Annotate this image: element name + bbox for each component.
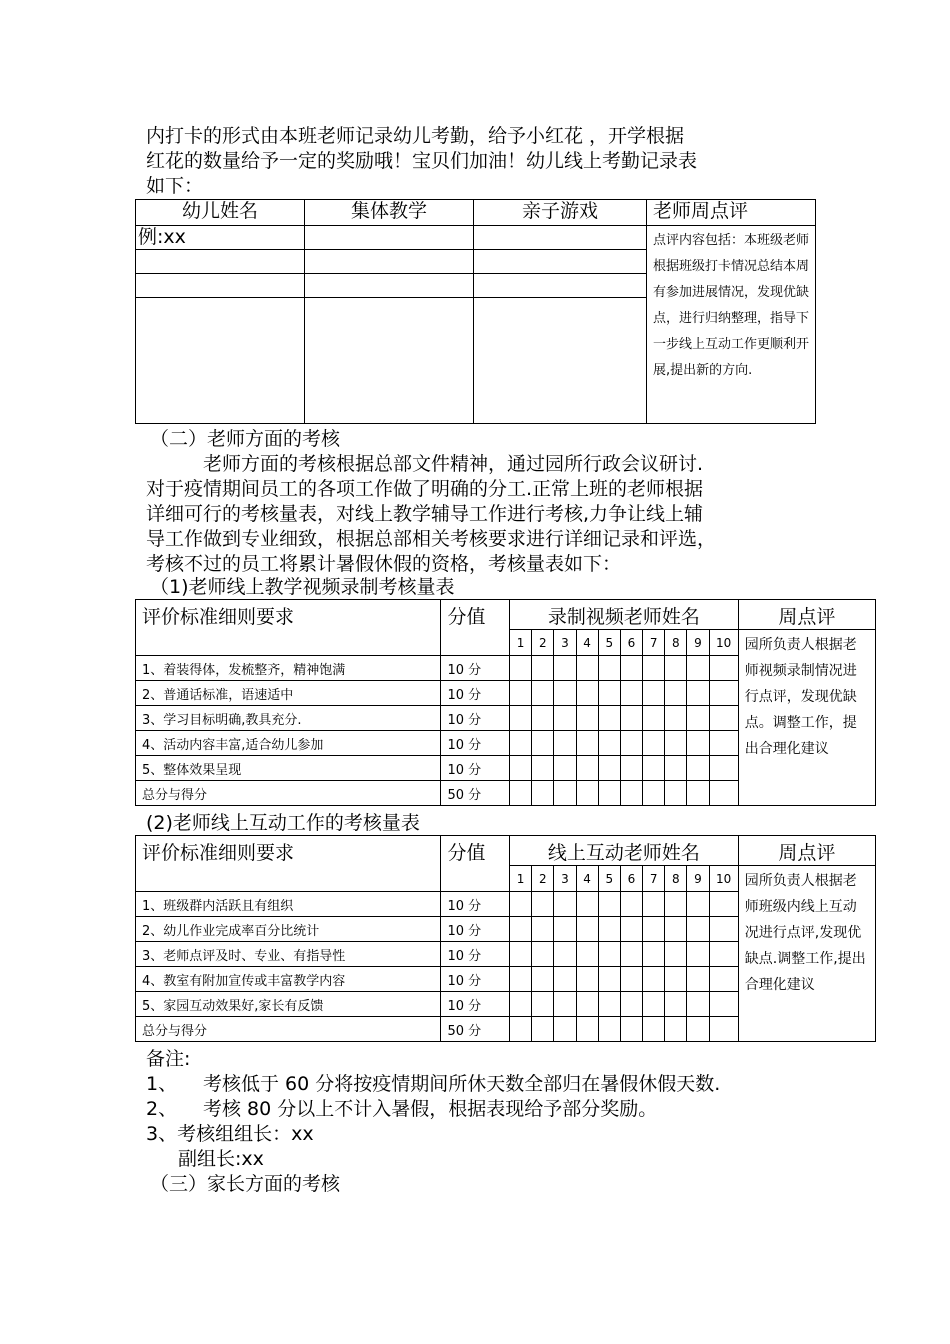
teacher-number: 3 [554, 866, 576, 892]
note-2-text: 考核 80 分以上不计入暑假，根据表现给予部分奖励。 [203, 1098, 658, 1120]
teacher-number: 1 [510, 630, 532, 656]
header-score: 分值 [441, 836, 510, 892]
note-3-leader: 3、考核组组长：xx [146, 1123, 314, 1145]
note-1-text: 考核低于 60 分将按疫情期间所休天数全部归在暑假休假天数. [203, 1073, 721, 1095]
teacher-number: 9 [687, 866, 709, 892]
criteria-label: 1、着装得体，发梳整齐，精神饱满 [136, 656, 441, 681]
teacher-number: 2 [532, 866, 554, 892]
header-weekly-comment: 周点评 [738, 836, 875, 866]
criteria-label: 3、学习目标明确,教具充分. [136, 706, 441, 731]
teacher-number: 7 [643, 630, 665, 656]
criteria-score: 50 分 [441, 1017, 510, 1042]
section-2-para-line: 老师方面的考核根据总部文件精神，通过园所行政会议研讨. [203, 453, 704, 475]
note-1-number: 1、 [146, 1073, 178, 1095]
video-table-caption: （1)老师线上教学视频录制考核量表 [150, 576, 455, 598]
header-parent-child-game: 亲子游戏 [474, 200, 647, 226]
teacher-number: 10 [709, 866, 738, 892]
criteria-score: 10 分 [441, 756, 510, 781]
criteria-score: 10 分 [441, 656, 510, 681]
teacher-number: 6 [620, 630, 642, 656]
intro-line-2: 红花的数量给予一定的奖励哦！宝贝们加油！幼儿线上考勤记录表 [146, 150, 698, 172]
teacher-number: 8 [665, 866, 687, 892]
note-4-vice-leader: 副组长:xx [178, 1148, 264, 1170]
criteria-label: 2、普通话标准，语速适中 [136, 681, 441, 706]
notes-title: 备注: [146, 1048, 191, 1070]
intro-line-1: 内打卡的形式由本班老师记录幼儿考勤，给予小红花 ，开学根据 [146, 125, 685, 147]
teacher-number: 7 [643, 866, 665, 892]
header-criteria: 评价标准细则要求 [136, 600, 441, 656]
header-child-name: 幼儿姓名 [136, 200, 305, 226]
criteria-label: 2、幼儿作业完成率百分比统计 [136, 917, 441, 942]
criteria-label: 1、班级群内活跃且有组织 [136, 892, 441, 917]
attendance-table [135, 199, 816, 424]
section-2-para-line: 考核不过的员工将累计暑假休假的资格，考核量表如下： [146, 553, 622, 575]
teacher-number: 5 [598, 866, 620, 892]
criteria-score: 50 分 [441, 781, 510, 806]
cell [474, 226, 647, 250]
video-assessment-table [135, 599, 876, 806]
cell [136, 298, 305, 424]
section-2-para-line: 对于疫情期间员工的各项工作做了明确的分工.正常上班的老师根据 [146, 478, 704, 500]
note-2-number: 2、 [146, 1098, 178, 1120]
header-weekly-comment: 周点评 [738, 600, 875, 630]
criteria-score: 10 分 [441, 892, 510, 917]
cell [474, 274, 647, 298]
criteria-label: 总分与得分 [136, 1017, 441, 1042]
section-2-title: （二）老师方面的考核 [150, 428, 341, 450]
criteria-score: 10 分 [441, 992, 510, 1017]
teacher-number: 4 [576, 866, 598, 892]
cell [136, 274, 305, 298]
teacher-number: 6 [620, 866, 642, 892]
example-name: 例:xx [136, 226, 305, 250]
teacher-number: 10 [709, 630, 738, 656]
weekly-comment-text: 点评内容包括：本班级老师根据班级打卡情况总结本周有参加进展情况，发现优缺点，进行归纳整理，指导下一步线上互动工作更顺利开展,提出新的方向. [647, 226, 816, 424]
teacher-number: 4 [576, 630, 598, 656]
cell [305, 226, 474, 250]
cell [136, 250, 305, 274]
teacher-number: 8 [665, 630, 687, 656]
header-criteria: 评价标准细则要求 [136, 836, 441, 892]
section-2-para-line: 详细可行的考核量表，对线上教学辅导工作进行考核,力争让线上辅 [146, 503, 704, 525]
criteria-label: 总分与得分 [136, 781, 441, 806]
criteria-score: 10 分 [441, 681, 510, 706]
interact-table-caption: (2)老师线上互动工作的考核量表 [146, 812, 420, 834]
section-2-para-line: 导工作做到专业细致，根据总部相关考核要求进行详细记录和评选， [146, 528, 717, 550]
criteria-score: 10 分 [441, 917, 510, 942]
criteria-score: 10 分 [441, 942, 510, 967]
criteria-score: 10 分 [441, 967, 510, 992]
header-weekly-comment: 老师周点评 [647, 200, 816, 226]
intro-line-3: 如下： [146, 175, 204, 197]
teacher-number: 3 [554, 630, 576, 656]
cell [305, 250, 474, 274]
criteria-label: 5、家园互动效果好,家长有反馈 [136, 992, 441, 1017]
header-teacher-names: 录制视频老师姓名 [510, 600, 739, 630]
criteria-label: 3、老师点评及时、专业、有指导性 [136, 942, 441, 967]
teacher-number: 1 [510, 866, 532, 892]
teacher-number: 9 [687, 630, 709, 656]
cell [305, 298, 474, 424]
cell [305, 274, 474, 298]
teacher-number: 2 [532, 630, 554, 656]
weekly-comment-text: 园所负责人根据老师视频录制情况进行点评，发现优缺点。调整工作，提出合理化建议 [738, 630, 875, 806]
criteria-label: 4、教室有附加宣传或丰富教学内容 [136, 967, 441, 992]
header-group-teaching: 集体教学 [305, 200, 474, 226]
header-teacher-names: 线上互动老师姓名 [510, 836, 739, 866]
header-score: 分值 [441, 600, 510, 656]
criteria-label: 5、整体效果呈现 [136, 756, 441, 781]
criteria-score: 10 分 [441, 706, 510, 731]
criteria-score: 10 分 [441, 731, 510, 756]
interaction-assessment-table [135, 835, 876, 1042]
criteria-label: 4、活动内容丰富,适合幼儿参加 [136, 731, 441, 756]
weekly-comment-text: 园所负责人根据老师班级内线上互动况进行点评,发现优缺点.调整工作,提出合理化建议 [738, 866, 875, 1042]
cell [474, 298, 647, 424]
teacher-number: 5 [598, 630, 620, 656]
cell [474, 250, 647, 274]
section-3-title: （三）家长方面的考核 [150, 1173, 341, 1195]
